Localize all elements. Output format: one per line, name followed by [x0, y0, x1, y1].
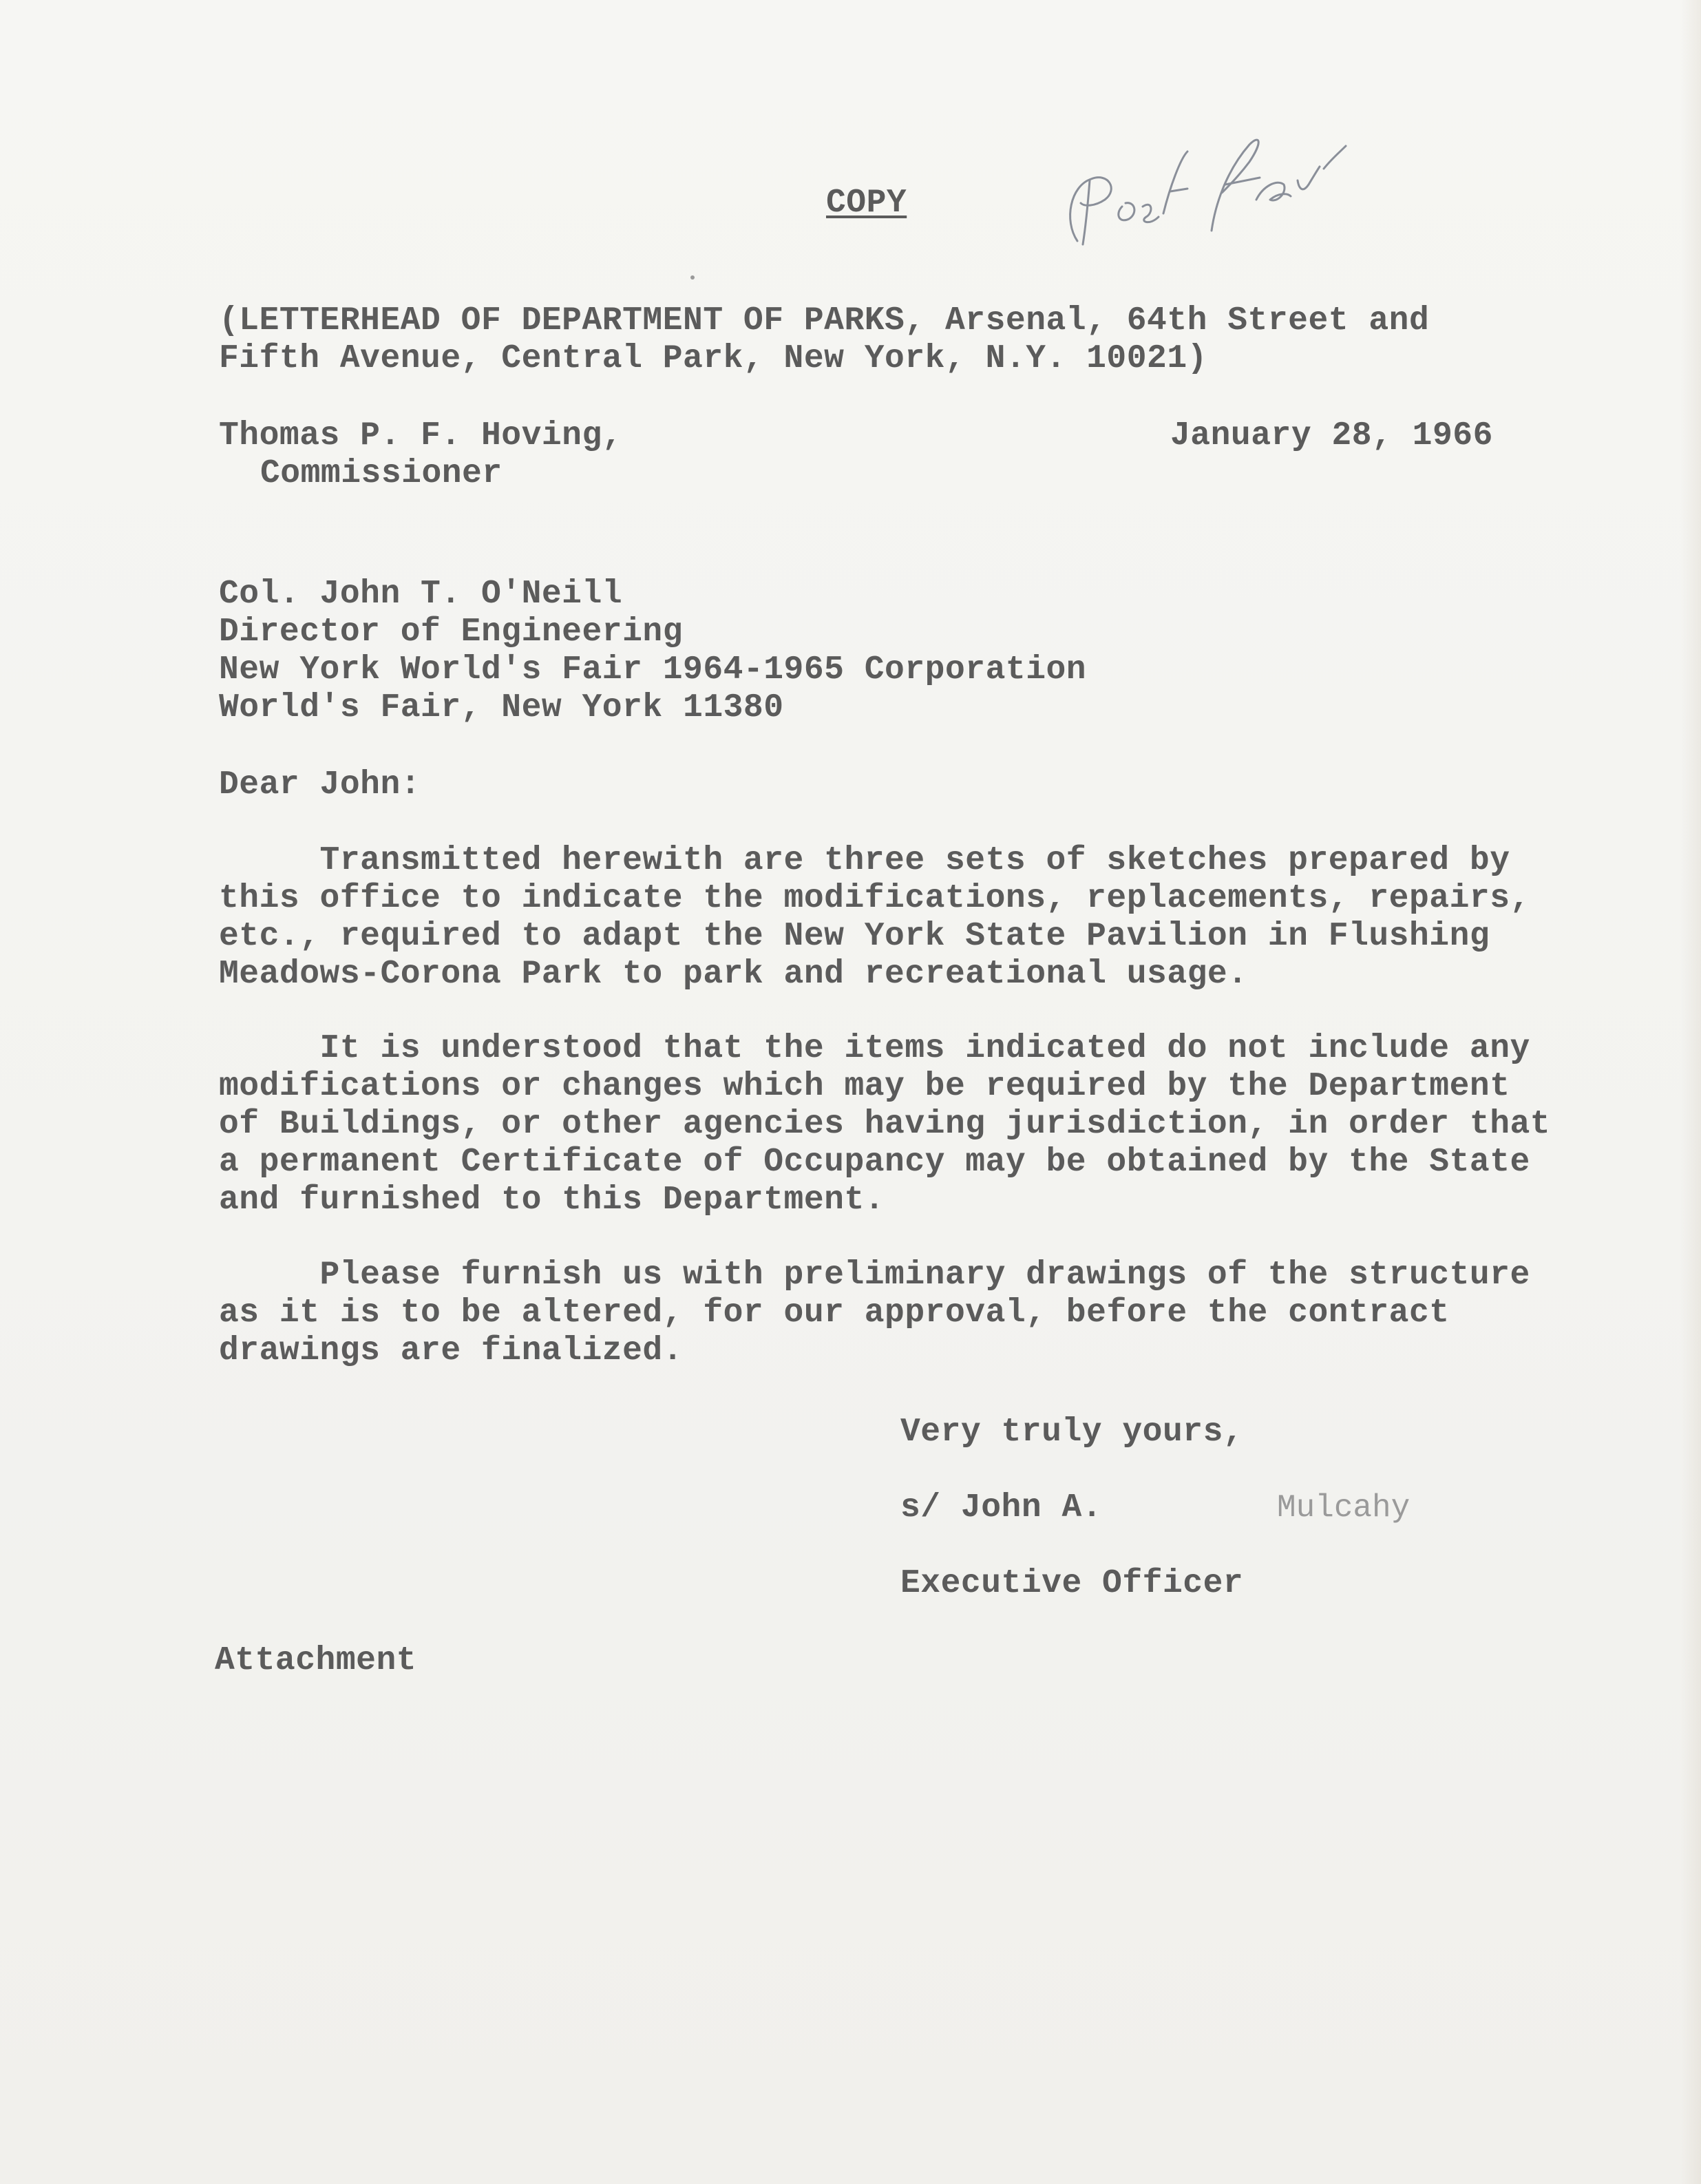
paper-speck: [690, 275, 695, 280]
recipient-line-2: Director of Engineering: [219, 613, 684, 651]
sender-name: Thomas P. F. Hoving,: [219, 417, 623, 454]
salutation: Dear John:: [219, 766, 421, 804]
body-paragraph-1: Transmitted herewith are three sets of sketches prepared by this office to indicate the modifications, replacements, repairs, etc., required to adapt the New York State Pavilion in Flushing Meadows-Corona Park to park and recreational usage.: [219, 842, 1530, 993]
signature-prefix: s/ John A.: [900, 1489, 1123, 1526]
signature-surname: Mulcahy: [1277, 1490, 1411, 1526]
body-paragraph-3: Please furnish us with preliminary drawings of the structure as it is to be altered, for our approval, before the contract drawings are finalized.: [219, 1257, 1530, 1369]
handwritten-note-signature: [1050, 103, 1353, 262]
closing: Very truly yours,: [900, 1414, 1244, 1451]
recipient-line-1: Col. John T. O'Neill: [219, 576, 623, 613]
copy-heading: COPY: [826, 185, 907, 222]
letter-date: January 28, 1966: [1170, 417, 1493, 454]
recipient-line-4: World's Fair, New York 11380: [219, 689, 784, 726]
signer-title: Executive Officer: [900, 1565, 1244, 1602]
body-paragraph-2: It is understood that the items indicated do not include any modifications or changes which may be required by the Department of Buildings, or other agencies having jurisdiction, in order that a permanent Certificate of Occupancy may be obtained by the State and furnished to this Department.: [219, 1030, 1551, 1219]
letterhead-line-1: (LETTERHEAD OF DEPARTMENT OF PARKS, Arsenal, 64th Street and: [219, 302, 1430, 339]
recipient-line-3: New York World's Fair 1964-1965 Corporation: [219, 651, 1087, 689]
enclosure-note: Attachment: [215, 1642, 417, 1679]
letterhead-line-2: Fifth Avenue, Central Park, New York, N.Y. 10021): [219, 340, 1207, 377]
sender-title: Commissioner: [260, 455, 503, 492]
paper-edge-shadow: [1680, 0, 1701, 2184]
